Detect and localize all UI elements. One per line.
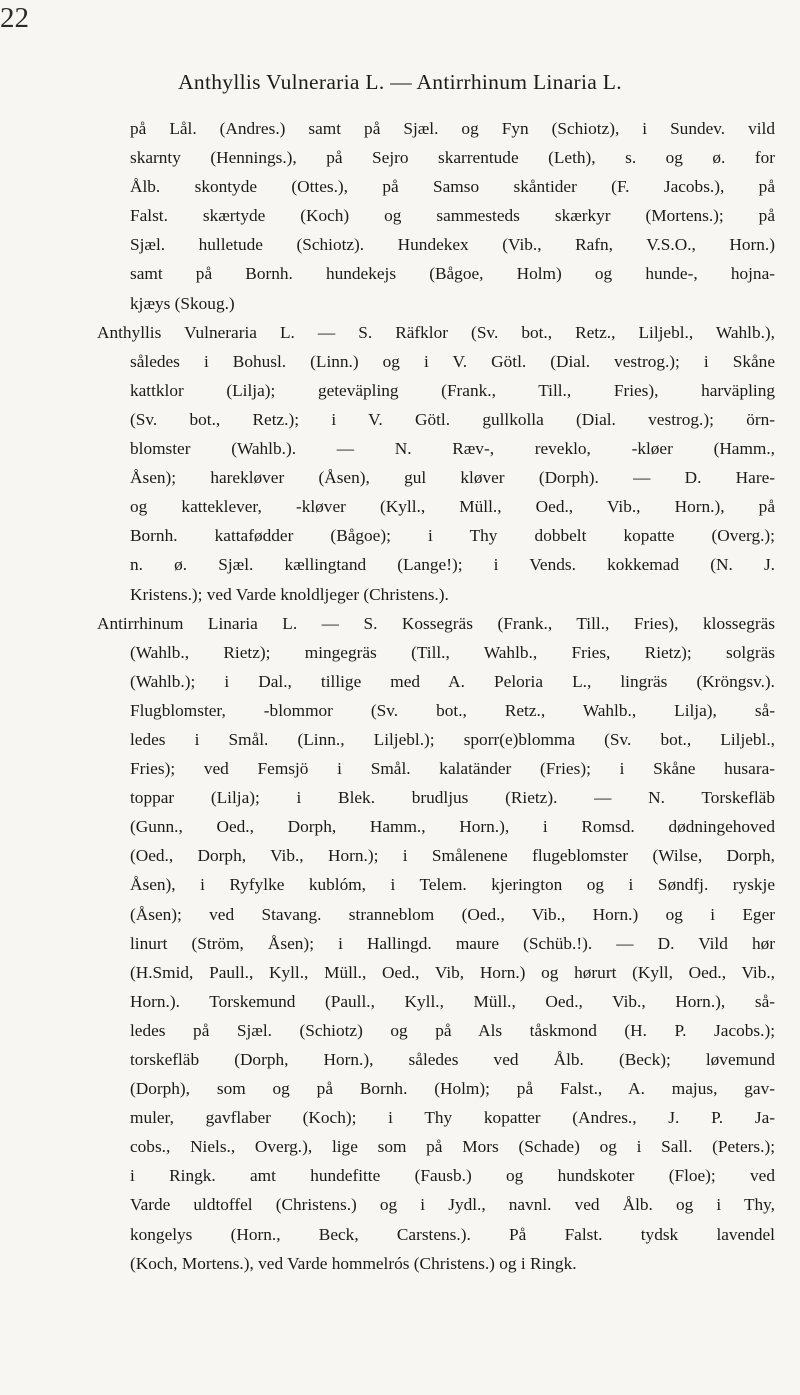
text-line: Anthyllis Vulneraria L. — S. Räfklor (Sv. bot., Retz., Liljebl., Wahlb.),: [97, 322, 775, 342]
text-line: Horn.). Torskemund (Paull., Kyll., Müll., Oed., Vib., Horn.), så-: [130, 991, 775, 1011]
body-text: [97, 114, 775, 1278]
text-line: i Ringk. amt hundefitte (Fausb.) og hundskoter (Floe); ved: [130, 1166, 775, 1186]
text-line: skarnty (Hennings.), på Sejro skarrentude (Leth), s. og ø. for: [130, 148, 775, 168]
text-line: kattklor (Lilja); geteväpling (Frank., Till., Fries), harväpling: [130, 380, 775, 400]
text-line: (Wahlb., Rietz); mingegräs (Till., Wahlb., Fries, Rietz); solgräs: [130, 642, 775, 662]
text-line: muler, gavflaber (Koch); i Thy kopatter (Andres., J. P. Ja-: [130, 1108, 775, 1128]
text-line: blomster (Wahlb.). — N. Ræv-, reveklo, -kløer (Hamm.,: [130, 439, 775, 459]
text-line: og katteklever, -kløver (Kyll., Müll., Oed., Vib., Horn.), på: [130, 497, 775, 517]
text-line: Varde uldtoffel (Christens.) og i Jydl., navnl. ved Ålb. og i Thy,: [130, 1195, 775, 1215]
text-line: (Wahlb.); i Dal., tillige med A. Peloria L., lingräs (Kröngsv.).: [130, 671, 775, 691]
text-line: (Dorph), som og på Bornh. (Holm); på Falst., A. majus, gav-: [130, 1079, 775, 1099]
text-line: Sjæl. hulletude (Schiotz). Hundekex (Vib., Rafn, V.S.O., Horn.): [130, 235, 775, 255]
text-line: Falst. skærtyde (Koch) og sammesteds skærkyr (Mortens.); på: [130, 206, 775, 226]
text-line: (Koch, Mortens.), ved Varde hommelrós (Christens.) og i Ringk.: [130, 1253, 577, 1273]
text-line: Åsen), i Ryfylke kublóm, i Telem. kjerington og i Søndfj. ryskje: [130, 875, 775, 895]
text-line: Fries); ved Femsjö i Smål. kalatänder (Fries); i Skåne husara-: [130, 759, 775, 779]
text-line: Ålb. skontyde (Ottes.), på Samso skåntider (F. Jacobs.), på: [130, 177, 775, 197]
text-line: toppar (Lilja); i Blek. brudljus (Rietz). — N. Torskefläb: [130, 788, 775, 808]
text-line: linurt (Ström, Åsen); i Hallingd. maure (Schüb.!). — D. Vild hør: [130, 933, 775, 953]
text-line: torskefläb (Dorph, Horn.), således ved Ålb. (Beck); løvemund: [130, 1050, 775, 1069]
text-line: ledes i Smål. (Linn., Liljebl.); sporr(e)blomma (Sv. bot., Liljebl.,: [130, 729, 775, 749]
text-line: (Åsen); ved Stavang. stranneblom (Oed., Vib., Horn.) og i Eger: [130, 904, 775, 924]
text-line: Kristens.); ved Varde knoldljeger (Christens.).: [130, 584, 449, 604]
text-line: Bornh. kattafødder (Bågoe); i Thy dobbelt kopatte (Overg.);: [130, 526, 775, 546]
text-line: således i Bohusl. (Linn.) og i V. Götl. (Dial. vestrog.); i Skåne: [130, 351, 775, 371]
text-line: cobs., Niels., Overg.), lige som på Mors (Schade) og i Sall. (Peters.);: [130, 1137, 775, 1157]
text-line: (H.Smid, Paull., Kyll., Müll., Oed., Vib, Horn.) og hørurt (Kyll, Oed., Vib.,: [130, 962, 775, 982]
text-line: samt på Bornh. hundekejs (Bågoe, Holm) og hunde-, hojna-: [130, 264, 775, 284]
text-line: ledes på Sjæl. (Schiotz) og på Als tåskmond (H. P. Jacobs.);: [130, 1020, 775, 1040]
text-line: kongelys (Horn., Beck, Carstens.). På Falst. tydsk lavendel: [130, 1224, 775, 1244]
running-head: Anthyllis Vulneraria L. — Antirrhinum Linaria L.: [178, 70, 622, 94]
text-line: kjæys (Skoug.): [130, 293, 235, 313]
text-line: (Gunn., Oed., Dorph, Hamm., Horn.), i Romsd. dødningehoved: [130, 817, 775, 837]
text-line: (Oed., Dorph, Vib., Horn.); i Smålenene flugeblomster (Wilse, Dorph,: [130, 846, 775, 866]
text-line: Antirrhinum Linaria L. — S. Kossegräs (Frank., Till., Fries), klossegräs: [97, 613, 775, 633]
text-line: n. ø. Sjæl. kællingtand (Lange!); i Vends. kokkemad (N. J.: [130, 555, 775, 575]
text-line: Flugblomster, -blommor (Sv. bot., Retz., Wahlb., Lilja), så-: [130, 700, 775, 720]
text-line: på Lål. (Andres.) samt på Sjæl. og Fyn (Schiotz), i Sundev. vild: [130, 119, 775, 138]
text-line: Åsen); harekløver (Åsen), gul kløver (Dorph). — D. Hare-: [130, 468, 775, 488]
page-number: 22: [0, 2, 29, 34]
text-line: (Sv. bot., Retz.); i V. Götl. gullkolla (Dial. vestrog.); örn-: [130, 409, 775, 429]
